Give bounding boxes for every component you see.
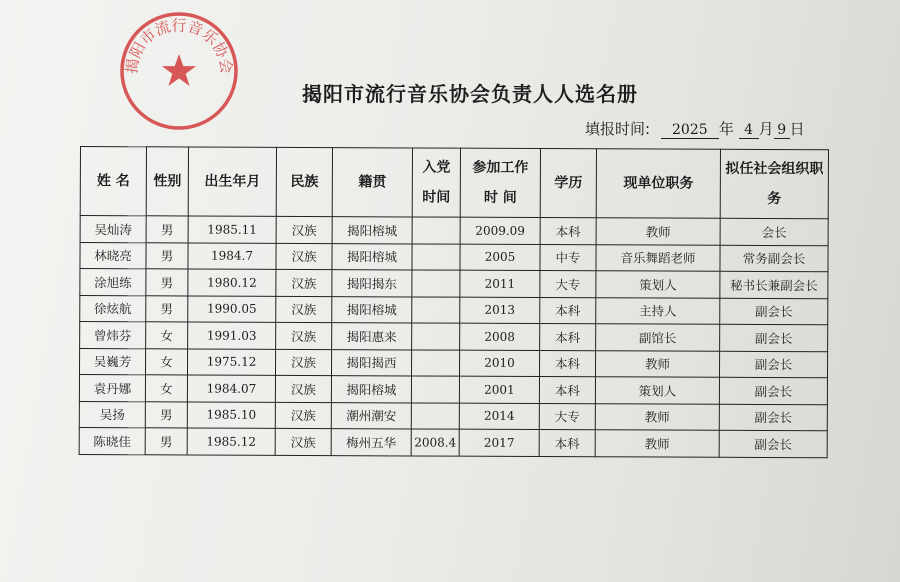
column-header-line1: 入党 (422, 159, 451, 176)
current-position-cell: 策划人 (595, 377, 719, 404)
proposed-role-cell: 副会长 (719, 351, 827, 378)
native-place-cell: 揭阳榕城 (331, 376, 411, 403)
ethnicity-cell: 汉族 (275, 428, 331, 455)
name-cell: 袁丹娜 (79, 375, 145, 402)
birth-date-cell: 1990.05 (188, 295, 276, 322)
column-header-line2: 时间 (422, 189, 451, 206)
work-start-date-cell: 2005 (460, 244, 540, 271)
work-start-date-cell: 2010 (459, 350, 539, 377)
gender-cell: 女 (146, 348, 188, 375)
column-header (146, 147, 188, 216)
native-place-cell: 揭阳惠来 (332, 323, 412, 350)
ethnicity-cell: 汉族 (276, 296, 332, 323)
proposed-role-cell: 副会长 (719, 430, 827, 457)
work-start-date-cell: 2017 (459, 429, 539, 456)
column-header-line1: 姓 名 (96, 173, 130, 190)
current-position-cell: 副馆长 (596, 324, 720, 351)
name-cell: 吴灿涛 (80, 216, 146, 243)
work-start-date-cell: 2008 (460, 323, 540, 350)
party-join-date-cell (411, 349, 459, 376)
name-cell: 曾炜芬 (80, 322, 146, 349)
education-cell: 本科 (540, 218, 596, 245)
work-start-date-cell: 2001 (459, 376, 539, 403)
current-position-cell: 教师 (595, 403, 719, 430)
page-title: 揭阳市流行音乐协会负责人人选名册 (302, 82, 638, 106)
official-seal (118, 10, 240, 132)
work-start-date-cell: 2011 (460, 270, 540, 297)
gender-cell: 男 (146, 269, 188, 296)
proposed-role-cell: 常务副会长 (720, 245, 828, 272)
party-join-date-cell (412, 296, 460, 323)
education-cell: 中专 (540, 244, 596, 271)
column-header-line1: 性别 (153, 173, 182, 190)
party-join-date-cell: 2008.4 (411, 429, 459, 456)
proposed-role-cell: 会长 (720, 218, 828, 245)
ethnicity-cell: 汉族 (276, 322, 332, 349)
current-position-cell: 主持人 (596, 297, 720, 324)
name-cell: 涂旭练 (80, 269, 146, 296)
party-join-date-cell (412, 270, 460, 297)
proposed-role-cell: 副会长 (720, 324, 828, 351)
name-cell: 吴扬 (79, 401, 145, 428)
work-start-date-cell: 2014 (459, 403, 539, 430)
gender-cell: 女 (145, 375, 187, 402)
column-header (720, 149, 828, 218)
name-cell: 陈晓佳 (79, 427, 145, 454)
birth-date-cell: 1984.07 (187, 375, 275, 402)
column-header (276, 147, 332, 216)
birth-date-cell: 1975.12 (188, 348, 276, 375)
table-row (80, 322, 828, 352)
table-row (80, 242, 828, 272)
proposed-role-cell: 副会长 (719, 404, 827, 431)
party-join-date-cell (412, 323, 460, 350)
education-cell: 本科 (540, 324, 596, 351)
fill-date-month-unit: 月 (758, 120, 774, 138)
fill-date-label: 填报时间: (585, 120, 651, 138)
native-place-cell: 潮州潮安 (331, 402, 411, 429)
native-place-cell: 揭阳榕城 (332, 217, 412, 244)
column-header-line2: 时 间 (483, 189, 517, 206)
birth-date-cell: 1991.03 (188, 322, 276, 349)
table-row (80, 216, 828, 246)
column-header-line1: 出生年月 (204, 173, 261, 190)
education-cell: 本科 (539, 430, 595, 457)
fill-date-day-unit: 日 (789, 120, 805, 138)
birth-date-cell: 1980.12 (188, 269, 276, 296)
seal-star-icon (162, 54, 196, 86)
ethnicity-cell: 汉族 (275, 375, 331, 402)
column-header (540, 149, 596, 218)
education-cell: 大专 (540, 271, 596, 298)
native-place-cell: 揭阳榕城 (332, 296, 412, 323)
gender-cell: 男 (146, 216, 188, 243)
native-place-cell: 揭阳揭西 (332, 349, 412, 376)
ethnicity-cell: 汉族 (276, 349, 332, 376)
education-cell: 本科 (539, 377, 595, 404)
work-start-date-cell: 2013 (460, 297, 540, 324)
table-row (79, 427, 827, 457)
name-cell: 徐炫航 (80, 295, 146, 322)
ethnicity-cell: 汉族 (276, 216, 332, 243)
table-row (80, 348, 828, 378)
table-body (79, 216, 828, 458)
proposed-role-cell: 副会长 (720, 298, 828, 325)
table-row (79, 375, 827, 405)
proposed-role-cell: 秘书长兼副会长 (720, 271, 828, 298)
birth-date-cell: 1985.10 (187, 401, 275, 428)
column-header (412, 148, 460, 217)
gender-cell: 男 (145, 401, 187, 428)
ethnicity-cell: 汉族 (276, 243, 332, 270)
party-join-date-cell (412, 217, 460, 244)
table-header-row (80, 147, 828, 219)
column-header (460, 148, 540, 217)
party-join-date-cell (411, 376, 459, 403)
seal-text: 揭阳市流行音乐协会 (122, 16, 236, 75)
current-position-cell: 教师 (595, 350, 719, 377)
fill-date-year: 2025 (661, 122, 719, 139)
gender-cell: 男 (145, 428, 187, 455)
column-header (596, 149, 720, 219)
fill-date (585, 118, 805, 139)
work-start-date-cell: 2009.09 (460, 217, 540, 244)
column-header-line1: 学历 (554, 175, 583, 192)
current-position-cell: 音乐舞蹈老师 (596, 244, 720, 271)
gender-cell: 男 (146, 295, 188, 322)
proposed-role-cell: 副会长 (719, 377, 827, 404)
gender-cell: 男 (146, 242, 188, 269)
ethnicity-cell: 汉族 (276, 269, 332, 296)
current-position-cell: 教师 (596, 218, 720, 245)
birth-date-cell: 1984.7 (188, 242, 276, 269)
column-header-line2: 务 (767, 190, 782, 208)
column-header-line1: 现单位职务 (623, 175, 694, 192)
current-position-cell: 教师 (595, 430, 719, 457)
gender-cell: 女 (146, 322, 188, 349)
table-row (80, 269, 828, 299)
native-place-cell: 揭阳揭东 (332, 270, 412, 297)
column-header (188, 147, 276, 216)
name-cell: 林晓亮 (80, 242, 146, 269)
candidate-table (79, 146, 829, 458)
education-cell: 大专 (539, 403, 595, 430)
current-position-cell: 策划人 (596, 271, 720, 298)
fill-date-year-unit: 年 (718, 120, 734, 138)
party-join-date-cell (412, 243, 460, 270)
column-header-line1: 参加工作 (472, 159, 529, 176)
birth-date-cell: 1985.12 (187, 428, 275, 455)
ethnicity-cell: 汉族 (275, 402, 331, 429)
column-header-line1: 拟任社会组织职 (725, 160, 824, 178)
education-cell: 本科 (539, 350, 595, 377)
education-cell: 本科 (540, 297, 596, 324)
native-place-cell: 梅州五华 (331, 429, 411, 456)
native-place-cell: 揭阳榕城 (332, 243, 412, 270)
table-row (79, 401, 827, 431)
column-header (332, 148, 412, 217)
table-row (80, 295, 828, 325)
party-join-date-cell (411, 402, 459, 429)
birth-date-cell: 1985.11 (188, 216, 276, 243)
column-header (80, 147, 146, 216)
column-header-line1: 籍贯 (358, 174, 387, 191)
fill-date-day: 9 (774, 122, 790, 139)
column-header-line1: 民族 (290, 173, 319, 191)
fill-date-month: 4 (739, 122, 759, 139)
name-cell: 吴巍芳 (80, 348, 146, 375)
